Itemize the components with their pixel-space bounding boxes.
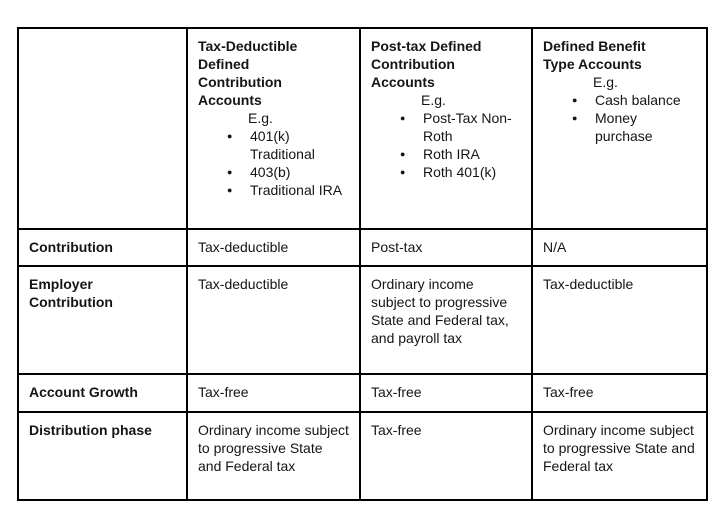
column-header-defined-benefit [532, 28, 707, 229]
table-cell: Ordinary income subject to progressive State and Federal tax [187, 412, 360, 500]
table-cell: Tax-free [360, 374, 532, 412]
examples-list [198, 127, 349, 199]
column-title: Post-tax Defined Contribution Accounts [371, 38, 482, 90]
list-item [198, 127, 349, 163]
table-cell: Ordinary income subject to progressive State and Federal tax, and payroll tax [360, 266, 532, 374]
example-text: Traditional IRA [250, 182, 343, 198]
examples-list [371, 109, 521, 181]
corner-cell [18, 28, 187, 229]
table-row-account-growth [18, 374, 707, 412]
bullet-icon: ● [400, 149, 406, 159]
table-cell: Tax-deductible [187, 229, 360, 266]
example-text: Money purchase [595, 110, 653, 144]
table-row-contribution [18, 229, 707, 266]
table-cell: Tax-free [360, 412, 532, 500]
row-label-account-growth: Account Growth [18, 374, 187, 412]
example-text: Post-Tax Non-Roth [423, 110, 512, 144]
eg-label: E.g. [593, 74, 618, 90]
eg-label: E.g. [248, 110, 273, 126]
table-cell: Tax-free [532, 374, 707, 412]
table-header-row [18, 28, 707, 229]
example-text: 401(k) Traditional [250, 128, 315, 162]
eg-label: E.g. [421, 92, 446, 108]
list-item [543, 91, 696, 109]
list-item [543, 109, 696, 145]
example-text: Cash balance [595, 92, 681, 108]
table-cell: Tax-deductible [187, 266, 360, 374]
row-label-distribution-phase: Distribution phase [18, 412, 187, 500]
column-title: Tax-Deductible Defined Contribution Accounts [198, 38, 298, 108]
example-text: 403(b) [250, 164, 291, 180]
bullet-icon: ● [227, 131, 233, 141]
row-label-employer-contribution: Employer Contribution [18, 266, 187, 374]
example-text: Roth 401(k) [423, 164, 497, 180]
bullet-icon: ● [572, 113, 578, 123]
table-cell: Ordinary income subject to progressive State and Federal tax [532, 412, 707, 500]
table-cell: N/A [532, 229, 707, 266]
example-text: Roth IRA [423, 146, 480, 162]
retirement-accounts-comparison-table [17, 27, 708, 501]
table-row-distribution-phase [18, 412, 707, 500]
list-item [371, 163, 521, 181]
list-item [198, 163, 349, 181]
bullet-icon: ● [400, 113, 406, 123]
bullet-icon: ● [227, 167, 233, 177]
bullet-icon: ● [227, 185, 233, 195]
bullet-icon: ● [572, 95, 578, 105]
table-row-employer-contribution [18, 266, 707, 374]
list-item [371, 145, 521, 163]
table-cell: Tax-deductible [532, 266, 707, 374]
list-item [198, 181, 349, 199]
table-cell: Post-tax [360, 229, 532, 266]
row-label-contribution: Contribution [18, 229, 187, 266]
list-item [371, 109, 521, 145]
column-header-post-tax-dc [360, 28, 532, 229]
column-header-tax-deductible-dc [187, 28, 360, 229]
column-title: Defined Benefit Type Accounts [543, 38, 646, 72]
bullet-icon: ● [400, 167, 406, 177]
examples-list [543, 91, 696, 145]
table-cell: Tax-free [187, 374, 360, 412]
